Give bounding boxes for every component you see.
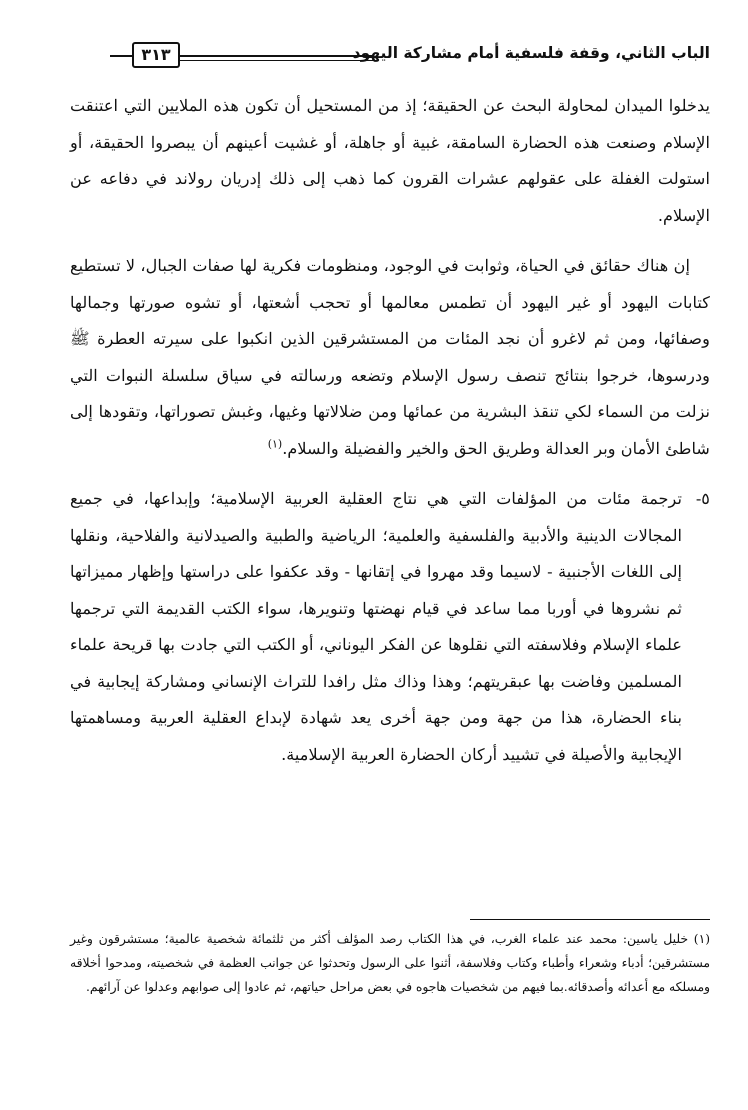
footnote-number: (١)	[693, 932, 710, 946]
running-header	[70, 36, 710, 76]
paragraph-1: يدخلوا الميدان لمحاولة البحث عن الحقيقة؛ إذ من المستحيل أن تكون هذه الملايين التي اعتنقت الإسلام وصنعت هذه الحضارة السامقة، غبية أو جاهلة، أو غشيت أعينهم أن يبصروا الحقيقة، أو استولت الغفلة على عقولهم عشرات القرون كما ذهب إلى ذلك إدريان رولاند في دفاعه عن الإسلام.	[70, 96, 710, 225]
paragraph-2	[70, 248, 710, 467]
item-5-text: ترجمة مئات من المؤلفات التي هي نتاج العقلية العربية الإسلامية؛ وإبداعها، في جميع المجالات الدينية والأدبية والفلسفية والعلمية؛ الرياضية والطبية والصيدلانية والفلاحية، ونقلها إلى اللغات الأجنبية - لاسيما وقد مهروا في إتقانها - وقد عكفوا على دراستها وإظهار مميزاتها ثم نشروها في أوربا مما ساعد في قيام نهضتها وتنويرها، سواء الكتب القديمة التي ترجمها علماء الإسلام وفلاسفته التي نقلوها عن الفكر اليوناني، أو الكتب التي جادت بها قريحة علماء المسلمين وفاضت بها عبقريتهم؛ وهذا وذاك مثل رافدا للتراث الإنساني ومشاركة إيجابية في بناء الحضارة، هذا من جهة ومن جهة أخرى يعد شهادة لإبداع العقلية العربية ومساهمتها الإيجابية والأصيلة في تشييد أركان الحضارة العربية الإسلامية.	[70, 489, 682, 764]
paragraph-2-text: إن هناك حقائق في الحياة، وثوابت في الوجود، ومنظومات فكرية لها صفات الجبال، لا تستطيع كتابات اليهود أو غير اليهود أن تطمس معالمها أو تحجب أشعتها، أو تشوه صورتها وجمالها وصفائها، ومن ثم لاغرو أن نجد المئات من المستشرقين الذين انكبوا على سيرته العطرة ﷺ ودرسوها، خرجوا بنتائج تنصف رسول الإسلام وتضعه ورسالته في سياق سلسلة النبوات التي نزلت من السماء لكي تنقذ البشرية من عمائها ومن ضلالاتها وغيها، وغبش تصوراتها، وتقودها إلى شاطئ الأمان وبر العدالة وطريق الحق والخير والفضيلة والسلام.	[70, 256, 710, 458]
footnote-text: خليل ياسين: محمد عند علماء الغرب، في هذا الكتاب رصد المؤلف أكثر من ثلثمائة شخصية عالمية؛ مستشرقون وغير مستشرقين؛ أدباء وشعراء وأطباء وكتاب وفلاسفة، أثنوا على الرسول وتحدثوا عن جوانب العظمة في شخصيته، ومدحوا أخلاقه ومسلكه مع أعدائه وأصدقائه.بما فيهم من شخصيات هاجوه في بعض مراحل حياتهم، ثم عادوا إلى صوابهم وعدلوا عن آرائهم.	[70, 932, 710, 994]
item-number: ٥-	[695, 489, 710, 508]
book-page	[70, 36, 710, 1096]
footnote	[70, 927, 710, 999]
body-text	[70, 88, 710, 773]
footnote-reference: (١)	[267, 437, 283, 451]
numbered-item-5	[70, 481, 710, 773]
page-number: ٣١٣	[132, 42, 180, 68]
header-rule-tail	[110, 55, 132, 57]
header-rule	[178, 55, 374, 61]
chapter-title: الباب الثاني، وقفة فلسفية أمام مشاركة اليهود	[352, 44, 710, 62]
footnote-separator	[470, 919, 710, 920]
